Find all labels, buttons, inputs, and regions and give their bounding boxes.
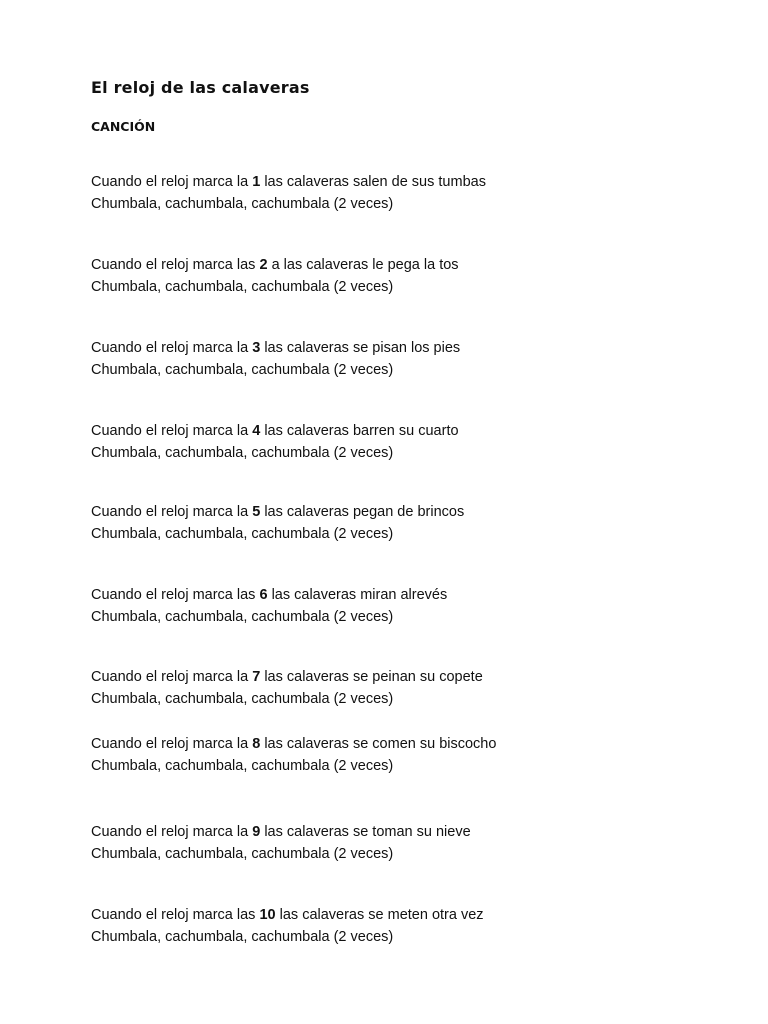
page-title: El reloj de las calaveras bbox=[91, 78, 310, 97]
verse bbox=[91, 420, 459, 464]
chorus-line: Chumbala, cachumbala, cachumbala (2 veces) bbox=[91, 445, 394, 461]
hour-number: 3 bbox=[252, 340, 261, 356]
verse-line: Cuando el reloj marca las 10 las calaveras se meten otra vez bbox=[91, 907, 484, 923]
hour-number: 9 bbox=[252, 824, 261, 840]
verse bbox=[91, 501, 464, 545]
page-subtitle: CANCIÓN bbox=[91, 119, 156, 134]
chorus-line: Chumbala, cachumbala, cachumbala (2 veces) bbox=[91, 758, 394, 774]
verse-line: Cuando el reloj marca la 4 las calaveras barren su cuarto bbox=[91, 423, 459, 439]
verse bbox=[91, 337, 460, 381]
chorus-line: Chumbala, cachumbala, cachumbala (2 veces) bbox=[91, 691, 394, 707]
verse bbox=[91, 584, 447, 628]
hour-number: 10 bbox=[259, 907, 276, 923]
verse bbox=[91, 821, 471, 865]
chorus-line: Chumbala, cachumbala, cachumbala (2 veces) bbox=[91, 929, 394, 945]
chorus-line: Chumbala, cachumbala, cachumbala (2 veces) bbox=[91, 279, 394, 295]
verse-line: Cuando el reloj marca las 2 a las calaveras le pega la tos bbox=[91, 257, 459, 273]
verse bbox=[91, 254, 459, 298]
chorus-line: Chumbala, cachumbala, cachumbala (2 veces) bbox=[91, 362, 394, 378]
verse-line: Cuando el reloj marca la 9 las calaveras se toman su nieve bbox=[91, 824, 471, 840]
verse-line: Cuando el reloj marca las 6 las calaveras miran alrevés bbox=[91, 587, 448, 603]
verse bbox=[91, 171, 486, 215]
verse bbox=[91, 733, 496, 777]
hour-number: 5 bbox=[252, 504, 261, 520]
verse-line: Cuando el reloj marca la 5 las calaveras pegan de brincos bbox=[91, 504, 465, 520]
chorus-line: Chumbala, cachumbala, cachumbala (2 veces) bbox=[91, 526, 394, 542]
verse-line: Cuando el reloj marca la 1 las calaveras salen de sus tumbas bbox=[91, 174, 486, 190]
hour-number: 6 bbox=[259, 587, 268, 603]
hour-number: 7 bbox=[252, 669, 261, 685]
chorus-line: Chumbala, cachumbala, cachumbala (2 veces) bbox=[91, 609, 394, 625]
hour-number: 2 bbox=[259, 257, 268, 273]
verse bbox=[91, 904, 484, 948]
chorus-line: Chumbala, cachumbala, cachumbala (2 veces) bbox=[91, 196, 394, 212]
chorus-line: Chumbala, cachumbala, cachumbala (2 veces) bbox=[91, 846, 394, 862]
verse-line: Cuando el reloj marca la 7 las calaveras se peinan su copete bbox=[91, 669, 483, 685]
hour-number: 1 bbox=[252, 174, 261, 190]
verse bbox=[91, 666, 483, 710]
verse-line: Cuando el reloj marca la 8 las calaveras se comen su biscocho bbox=[91, 736, 497, 752]
verse-line: Cuando el reloj marca la 3 las calaveras se pisan los pies bbox=[91, 340, 461, 356]
hour-number: 4 bbox=[252, 423, 261, 439]
hour-number: 8 bbox=[252, 736, 261, 752]
